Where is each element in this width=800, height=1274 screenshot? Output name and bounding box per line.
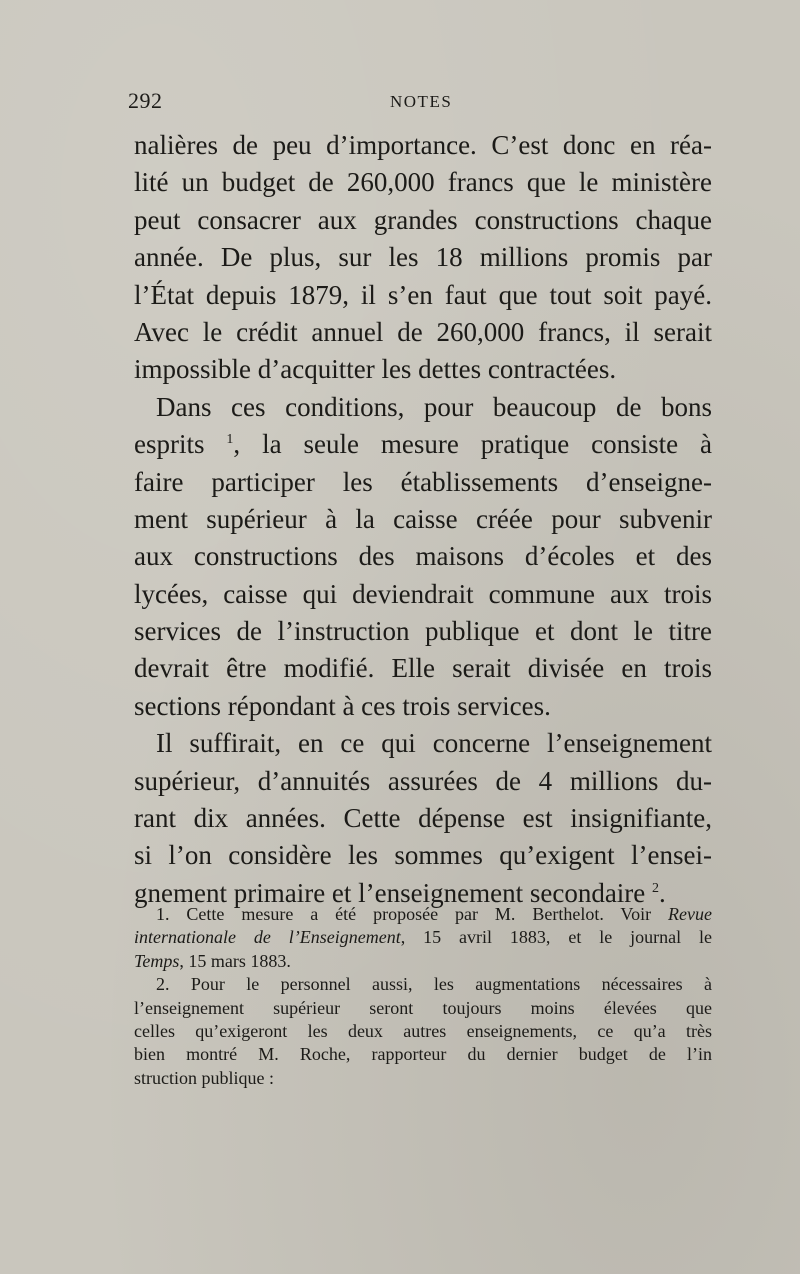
text-line: impossible d’acquitter les dettes contractées. — [134, 354, 617, 385]
footnote-2-line: celles qu’exigeront les deux autres enseignements, ce qu’a très — [134, 1020, 712, 1041]
text-line: année. De plus, sur les 18 millions promis par — [134, 242, 712, 273]
footnote-1-italic: Revue — [668, 904, 713, 924]
text-line: sections répondant à ces trois services. — [134, 690, 551, 721]
footnote-1-text: , 15 mars 1883. — [179, 950, 291, 971]
text-line: lité un budget de 260,000 francs que le ministère — [134, 167, 712, 198]
footnote-1-text: , 15 avril 1883, et le journal le — [400, 927, 712, 948]
text-line: faire participer les établissements d’enseigne- — [134, 466, 712, 497]
note-reference-1: 1 — [226, 432, 234, 448]
text-line: peut consacrer aux grandes constructions chaque — [134, 204, 712, 235]
text-line: rant dix années. Cette dépense est insignifiante, — [134, 803, 712, 834]
footnote-1-line — [134, 926, 712, 949]
text-line: ment supérieur à la caisse créée pour subvenir — [134, 503, 712, 534]
footnote-2-line: 2. Pour le personnel aussi, les augmentations nécessaires à — [156, 974, 712, 995]
page-number: 292 — [128, 88, 163, 113]
running-head-title: NOTES — [390, 92, 453, 111]
text-line: l’État depuis 1879, il s’en faut que tout soit payé. — [134, 279, 712, 310]
final-period: . — [659, 877, 666, 908]
text-line: aux constructions des maisons d’écoles et des — [134, 541, 712, 572]
text-line-rest: , la seule mesure pratique consiste à — [233, 429, 712, 460]
word-esprits: esprits — [134, 429, 205, 460]
text-line: lycées, caisse qui deviendrait commune aux trois — [134, 578, 712, 609]
text-line: Dans ces conditions, pour beaucoup de bons — [156, 391, 712, 422]
footnote-1-line — [134, 950, 712, 973]
footnote-1-text: 1. Cette mesure a été proposée par M. Berthelot. Voir — [156, 904, 652, 924]
footnote-2-line: bien montré M. Roche, rapporteur du dernier budget de l’in — [134, 1044, 712, 1065]
footnote-2-line: l’enseignement supérieur seront toujours moins élevées que — [134, 997, 712, 1018]
text-line-with-note-ref — [134, 426, 712, 463]
note-reference-2: 2 — [652, 880, 660, 896]
footnote-1-italic: internationale de l’Enseignement — [134, 927, 401, 948]
text-line: nalières de peu d’importance. C’est donc en réa- — [134, 130, 712, 160]
text-line: Avec le crédit annuel de 260,000 francs, il serait — [134, 316, 712, 347]
text-line: devrait être modifié. Elle serait divisée en trois — [134, 653, 712, 684]
text-line: Il suffirait, en ce qui concerne l’enseignement — [156, 728, 712, 759]
main-text — [134, 127, 712, 912]
footnote-2-line: struction publique : — [134, 1067, 274, 1088]
footnote-1-line — [134, 903, 712, 926]
text-line: si l’on considère les sommes qu’exigent l’ensei- — [134, 840, 712, 871]
text-line-start: gnement primaire et l’enseignement secondaire — [134, 877, 646, 908]
text-line: supérieur, d’annuités assurées de 4 millions du- — [134, 765, 712, 796]
footnotes — [134, 903, 712, 1090]
footnote-1-italic: Temps — [134, 950, 180, 971]
running-head — [128, 88, 728, 118]
text-line: services de l’instruction publique et dont le titre — [134, 616, 712, 647]
